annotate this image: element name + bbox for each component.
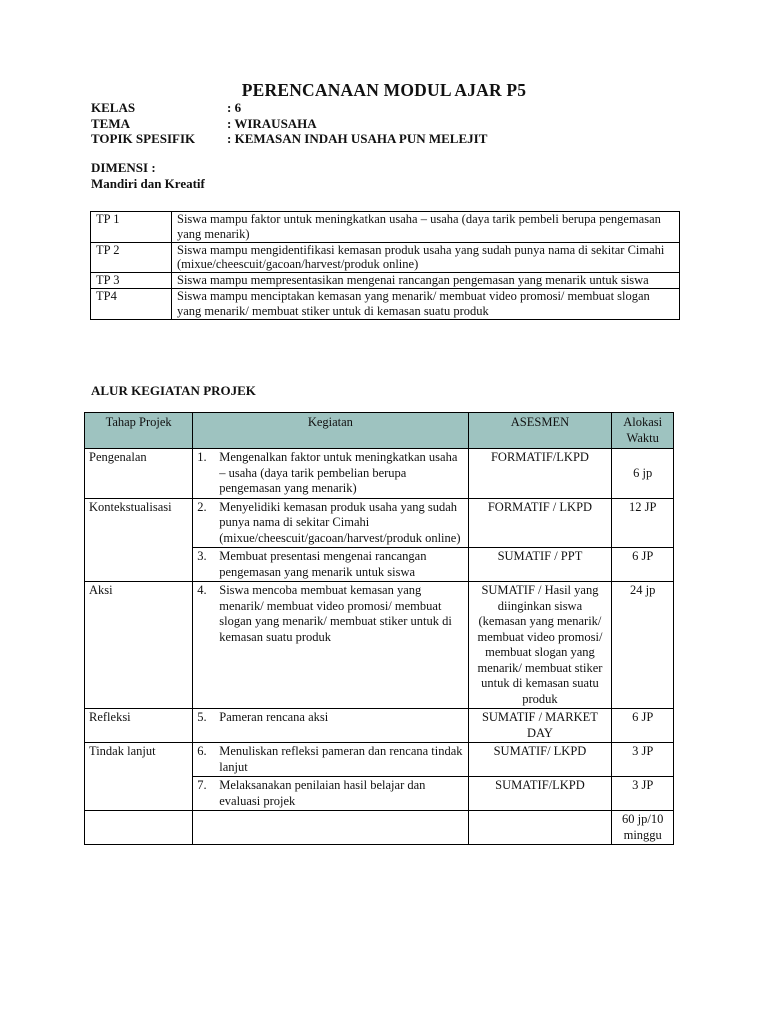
activity-text: Menuliskan refleksi pameran dan rencana tindak lanjut xyxy=(219,744,463,774)
tp-id: TP 1 xyxy=(91,212,172,243)
dimensi-block xyxy=(91,160,205,192)
assessment-cell: SUMATIF / PPT xyxy=(468,548,612,582)
meta-key: TEMA xyxy=(91,115,130,131)
time-cell: 6 JP xyxy=(612,709,674,743)
activity-number: 7. xyxy=(197,778,207,792)
activity-text: Melaksanakan penilaian hasil belajar dan evaluasi projek xyxy=(219,778,426,808)
table-row xyxy=(85,743,674,777)
time-cell: 12 JP xyxy=(612,498,674,548)
table-row xyxy=(91,273,680,289)
assessment-cell: FORMATIF/LKPD xyxy=(468,449,612,499)
time-cell: 3 JP xyxy=(612,777,674,811)
activity-cell xyxy=(193,743,468,777)
header-alokasi: Alokasi Waktu xyxy=(612,413,674,449)
activity-cell xyxy=(193,709,468,743)
tp-desc: Siswa mampu mengidentifikasi kemasan produk usaha yang sudah punya nama di sekitar Cimahi (mixue/cheescuit/gacoan/harvest/produk online) xyxy=(172,242,680,273)
activity-number: 1. xyxy=(197,450,207,464)
assessment-cell: SUMATIF / MARKET DAY xyxy=(468,709,612,743)
assessment-cell: SUMATIF/LKPD xyxy=(468,777,612,811)
table-header-row xyxy=(85,413,674,449)
module-meta xyxy=(91,100,487,147)
stage-cell: Tindak lanjut xyxy=(85,743,193,811)
activity-number: 5. xyxy=(197,710,207,724)
activity-number: 6. xyxy=(197,744,207,758)
tujuan-table xyxy=(90,211,680,320)
activity-cell xyxy=(193,777,468,811)
dimensi-label: DIMENSI : xyxy=(91,160,156,175)
activity-text: Menyelidiki kemasan produk usaha yang sudah punya nama di sekitar Cimahi (mixue/cheescuit/gacoan/harvest/produk online) xyxy=(219,499,461,545)
document-title: PERENCANAAN MODUL AJAR P5 xyxy=(241,80,527,100)
empty-cell xyxy=(85,811,193,845)
meta-value: : KEMASAN INDAH USAHA PUN MELEJIT xyxy=(227,131,488,146)
time-cell: 24 jp xyxy=(612,582,674,709)
tp-desc: Siswa mampu faktor untuk meningkatkan usaha – usaha (daya tarik pembeli berupa pengemasan yang menarik) xyxy=(172,212,680,243)
activity-text: Membuat presentasi mengenai rancangan pengemasan yang menarik untuk siswa xyxy=(219,549,427,579)
empty-cell xyxy=(193,811,468,845)
table-row xyxy=(85,449,674,499)
table-row xyxy=(85,498,674,548)
table-row xyxy=(91,212,680,243)
meta-row-kelas xyxy=(91,100,487,116)
activity-cell xyxy=(193,582,468,709)
table-row xyxy=(91,288,680,319)
tp-id: TP 3 xyxy=(91,273,172,289)
total-time-cell: 60 jp/10 minggu xyxy=(612,811,674,845)
activity-text: Siswa mencoba membuat kemasan yang menarik/ membuat video promosi/ membuat slogan yang menarik/ membuat stiker untuk di kemasan suatu produk xyxy=(219,583,452,644)
stage-cell: Pengenalan xyxy=(85,449,193,499)
dimensi-value: Mandiri dan Kreatif xyxy=(91,176,205,191)
activity-cell xyxy=(193,449,468,499)
assessment-cell: FORMATIF / LKPD xyxy=(468,498,612,548)
stage-cell: Kontekstualisasi xyxy=(85,498,193,582)
header-asesmen: ASESMEN xyxy=(468,413,612,449)
header-kegiatan: Kegiatan xyxy=(193,413,468,449)
time-cell: 6 jp xyxy=(612,449,674,499)
tp-desc: Siswa mampu menciptakan kemasan yang menarik/ membuat video promosi/ membuat slogan yang menarik/ membuat stiker untuk di kemasan suatu produk xyxy=(172,288,680,319)
activity-cell xyxy=(193,548,468,582)
meta-value: : WIRAUSAHA xyxy=(227,115,317,131)
meta-value: : 6 xyxy=(227,100,242,115)
table-row xyxy=(85,709,674,743)
table-row xyxy=(85,582,674,709)
activity-number: 2. xyxy=(197,499,207,514)
alur-heading: ALUR KEGIATAN PROJEK xyxy=(91,383,256,398)
activity-text: Mengenalkan faktor untuk meningkatkan usaha – usaha (daya tarik pembelian berupa pengemasan yang menarik) xyxy=(219,450,458,495)
activity-cell xyxy=(193,498,468,548)
time-cell: 3 JP xyxy=(612,743,674,777)
alur-table xyxy=(84,412,674,845)
assessment-cell: SUMATIF/ LKPD xyxy=(468,743,612,777)
activity-text: Pameran rencana aksi xyxy=(219,710,329,724)
activity-number: 4. xyxy=(197,583,207,597)
stage-cell: Refleksi xyxy=(85,709,193,743)
time-cell: 6 JP xyxy=(612,548,674,582)
meta-row-topik xyxy=(91,131,487,147)
header-tahap: Tahap Projek xyxy=(85,413,193,449)
meta-key: TOPIK SPESIFIK xyxy=(91,131,196,146)
meta-key: KELAS xyxy=(91,100,136,115)
tp-desc: Siswa mampu mempresentasikan mengenai rancangan pengemasan yang menarik untuk siswa xyxy=(172,273,680,289)
meta-row-tema xyxy=(91,116,487,132)
table-row xyxy=(91,242,680,273)
tp-id: TP 2 xyxy=(91,242,172,273)
assessment-cell: SUMATIF / Hasil yang diinginkan siswa (kemasan yang menarik/ membuat video promosi/ membuat slogan yang menarik/ membuat stiker untuk di kemasan suatu produk xyxy=(468,582,612,709)
stage-cell: Aksi xyxy=(85,582,193,709)
empty-cell xyxy=(468,811,612,845)
tp-id: TP4 xyxy=(91,288,172,319)
activity-number: 3. xyxy=(197,549,207,563)
table-total-row xyxy=(85,811,674,845)
